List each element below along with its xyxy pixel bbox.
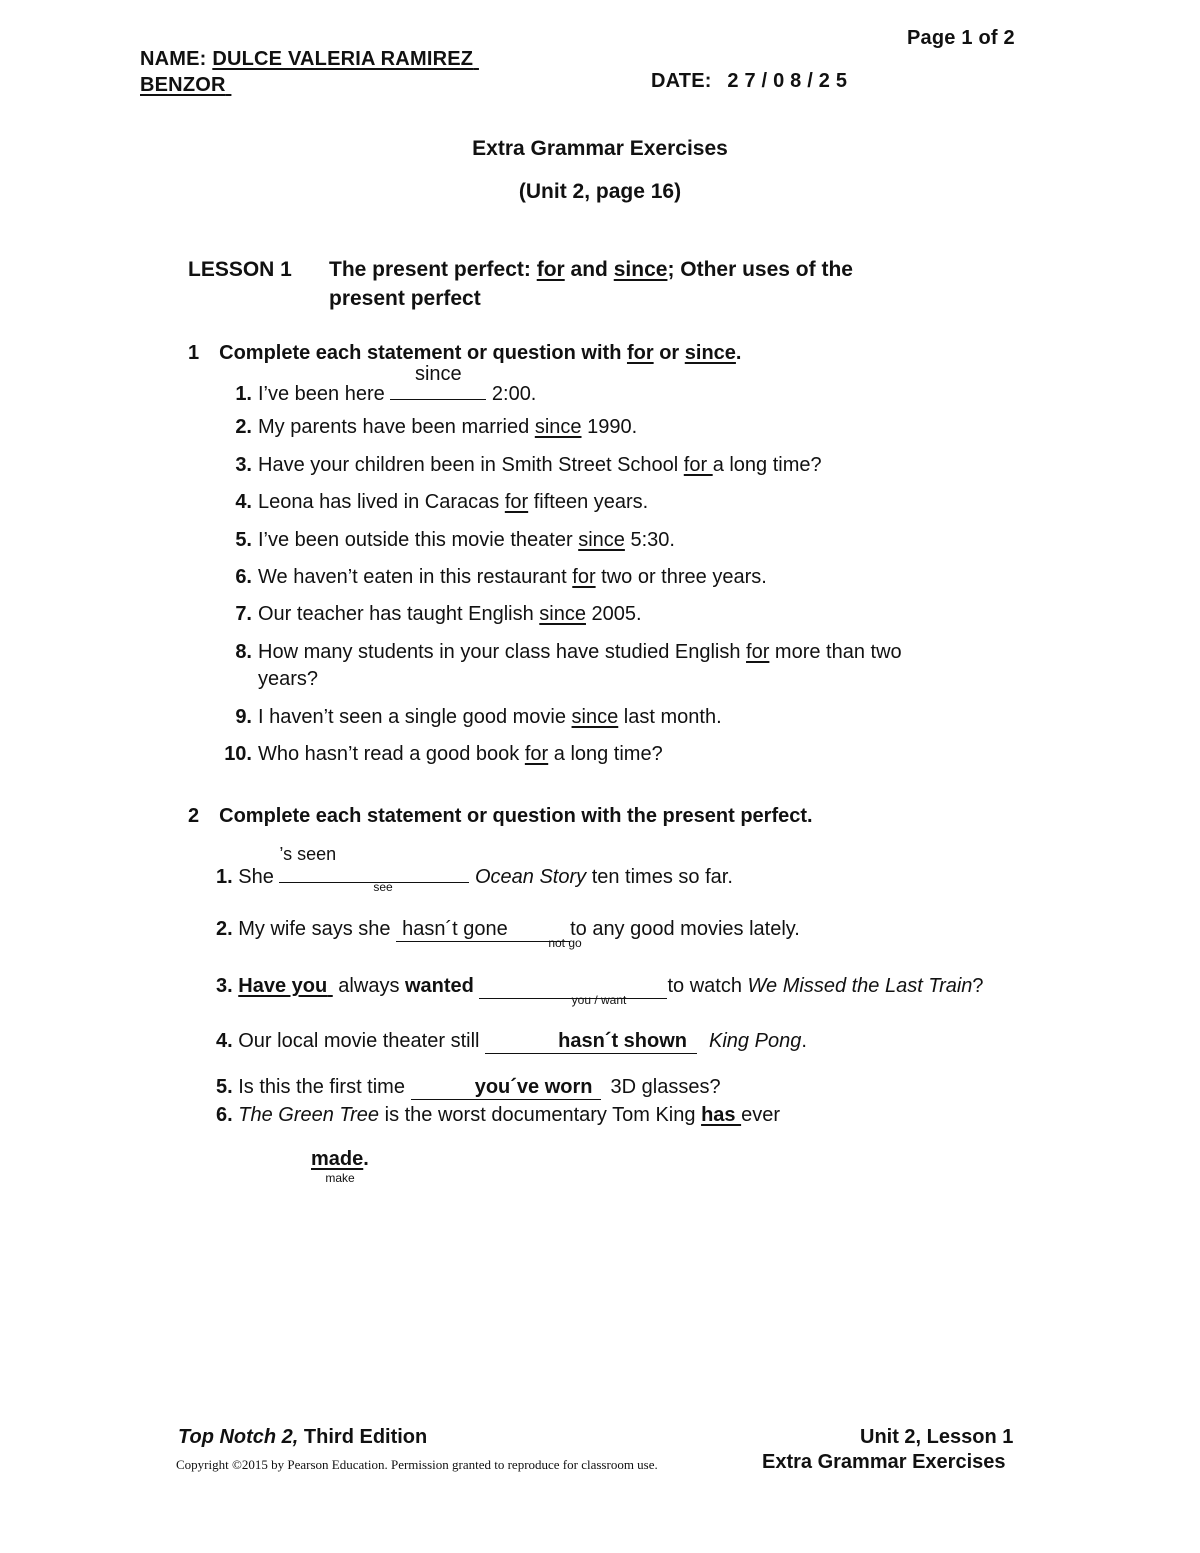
answer: for <box>504 491 529 513</box>
answer-blank[interactable]: ’s seen <box>279 862 469 883</box>
lesson-label: LESSON 1 <box>188 258 292 281</box>
hint-not-go: not go <box>548 936 582 950</box>
ex2-item-2: 2. My wife says she hasn´t gone to any good movies lately. <box>216 918 800 940</box>
ex2-item-5: 5. Is this the first time you´ve worn 3D glasses? <box>216 1076 721 1098</box>
exercise-2-instruction: 2 Complete each statement or question with the present perfect. <box>188 805 813 827</box>
answer: wanted <box>405 975 474 997</box>
ex1-item-10: 10. Who hasn’t read a good book for a long time? <box>224 743 663 765</box>
date-field <box>651 70 847 93</box>
hint-you-want: you / want <box>571 993 627 1007</box>
answer: since <box>571 706 619 728</box>
ex2-item-6: 6. The Green Tree is the worst documentary Tom King has ever <box>216 1104 780 1126</box>
date-value: 2 7 / 0 8 / 2 5 <box>727 70 848 92</box>
student-name-first: DULCE VALERIA RAMIREZ <box>212 48 474 70</box>
page-title: Extra Grammar Exercises <box>472 137 728 160</box>
ex1-item-9: 9. I haven’t seen a single good movie since last month. <box>235 706 722 728</box>
exercise-1-instruction: 1 Complete each statement or question with for or since. <box>188 342 742 364</box>
answer: for <box>572 566 596 588</box>
name-label: NAME: <box>140 48 207 70</box>
ex2-item-6-answer: made. <box>311 1148 369 1170</box>
ex1-item-3: 3. Have your children been in Smith Street School for a long time? <box>235 454 822 476</box>
ex1-item-4: 4. Leona has lived in Caracas for fifteen years. <box>235 491 649 513</box>
answer: for <box>746 641 770 663</box>
answer: since <box>578 529 625 551</box>
ex2-item-3: 3. Have you always wanted to watch We Missed the Last Train? <box>216 975 984 997</box>
answer: has <box>701 1104 742 1126</box>
answer: since <box>539 603 586 625</box>
answer-blank[interactable]: since <box>390 379 486 400</box>
footer-section: Extra Grammar Exercises <box>762 1451 1006 1473</box>
answer-blank[interactable]: you´ve worn <box>411 1076 601 1100</box>
ex1-item-1: 1. I’ve been here since 2:00. <box>235 363 537 405</box>
answer-blank[interactable]: hasn´t gone <box>396 918 570 942</box>
answer: Have you <box>238 975 328 997</box>
page-subtitle: (Unit 2, page 16) <box>518 180 682 203</box>
student-name-last: BENZOR <box>140 74 226 96</box>
name-line-1 <box>140 48 479 71</box>
footer-unit: Unit 2, Lesson 1 <box>860 1426 1014 1448</box>
ex2-item-4: 4. Our local movie theater still hasn´t shown King Pong. <box>216 1030 807 1052</box>
ex2-item-1: 1. She ’s seen Ocean Story ten times so far. <box>216 844 733 888</box>
footer-book: Top Notch 2, Third Edition <box>178 1426 428 1448</box>
ex1-item-6: 6. We haven’t eaten in this restaurant for two or three years. <box>235 566 767 588</box>
ex1-item-7: 7. Our teacher has taught English since 2005. <box>235 603 642 625</box>
page-number: Page 1 of 2 <box>907 27 1015 49</box>
lesson-title-line-2: present perfect <box>329 287 481 310</box>
ex1-item-2: 2. My parents have been married since 1990. <box>235 416 638 438</box>
answer: made <box>311 1148 364 1170</box>
lesson-title: The present perfect: for and since; Other uses of the <box>329 258 853 281</box>
footer-copyright: Copyright ©2015 by Pearson Education. Permission granted to reproduce for classroom use. <box>176 1457 658 1472</box>
name-line-2 <box>140 74 231 97</box>
answer-blank[interactable]: hasn´t shown <box>485 1030 697 1054</box>
hint-make: make <box>325 1171 355 1185</box>
answer: since <box>534 416 582 438</box>
ex1-item-8: 8. How many students in your class have studied English for more than two <box>235 641 902 663</box>
date-label: DATE: <box>651 70 712 92</box>
ex1-item-8-cont: years? <box>258 668 319 690</box>
answer: for <box>524 743 549 765</box>
answer: for <box>683 454 713 476</box>
ex1-item-5: 5. I’ve been outside this movie theater since 5:30. <box>235 529 675 551</box>
hint-see: see <box>373 880 393 894</box>
